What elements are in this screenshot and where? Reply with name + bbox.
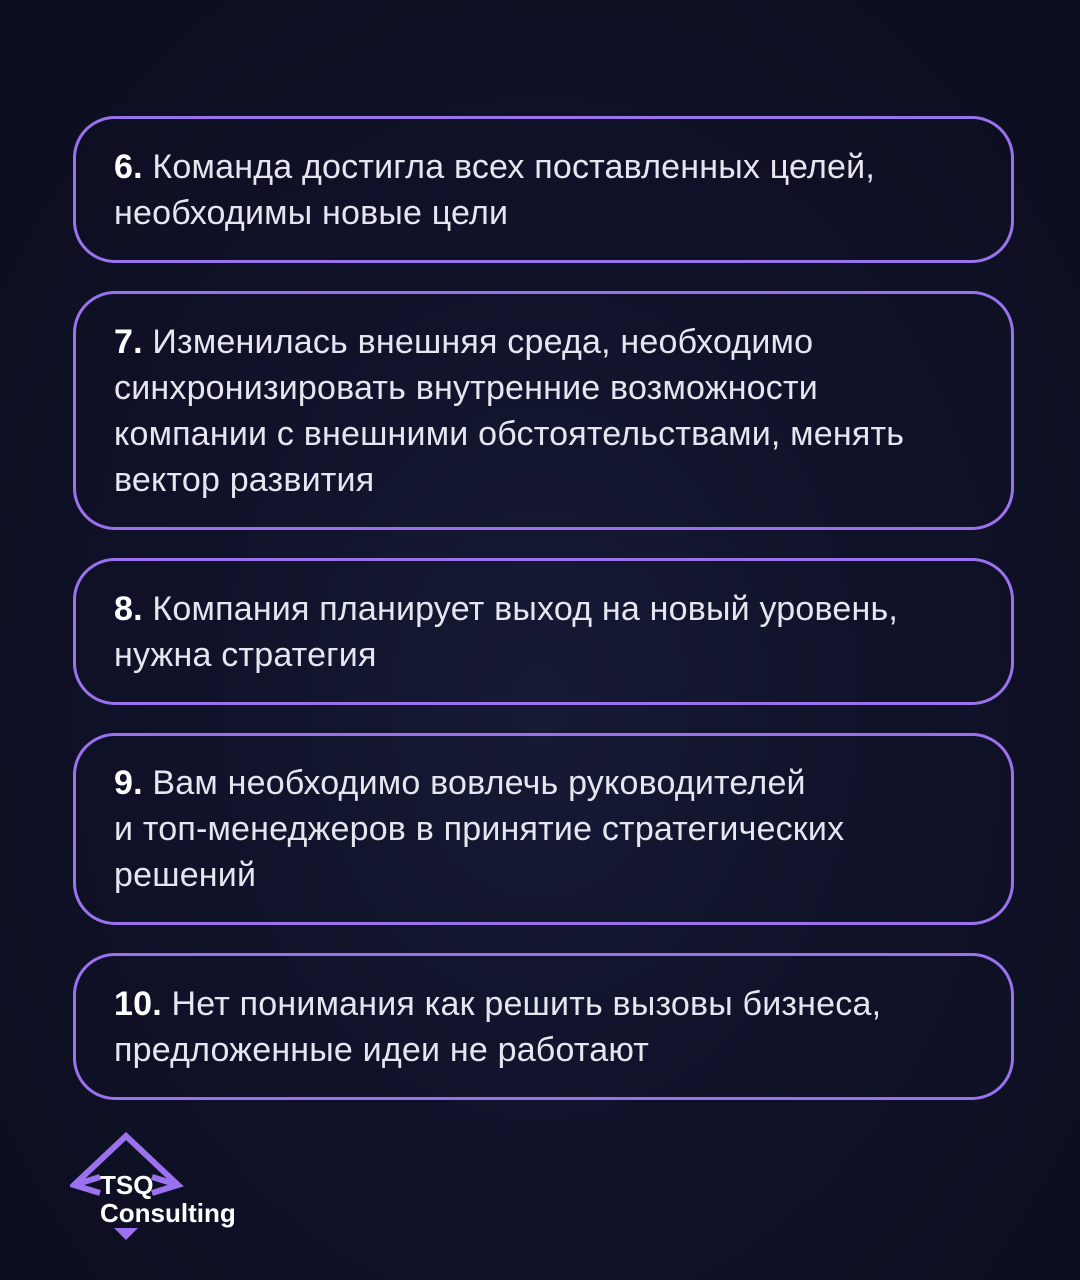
item-text-line: Изменилась внешняя среда, необходимо (152, 322, 814, 361)
item-text-line: компании с внешними обстоятельствами, менять (114, 414, 905, 453)
item-text-line: Команда достигла всех поставленных целей, (152, 147, 875, 186)
logo-text (100, 1171, 236, 1227)
tsq-consulting-logo (70, 1130, 270, 1250)
list-item-9 (73, 733, 1014, 925)
item-number: 9. (114, 764, 143, 802)
item-text-line: синхронизировать внутренние возможности (114, 368, 818, 407)
list-item-text (114, 760, 844, 898)
item-text-line: Нет понимания как решить вызовы бизнеса, (171, 984, 882, 1023)
item-text-line: вектор развития (114, 460, 375, 499)
item-text-line: нужна стратегия (114, 635, 377, 674)
list-item-6 (73, 116, 1014, 263)
list-item-text (114, 586, 898, 678)
item-text-line: и топ-менеджеров в принятие стратегических (114, 810, 845, 848)
item-number: 8. (114, 589, 143, 628)
item-text-line: Вам необходимо вовлечь руководителей (152, 764, 806, 802)
list-item-7 (73, 291, 1014, 530)
item-text-line: предложенные идеи не работают (114, 1030, 650, 1069)
item-text-line: решений (114, 856, 257, 894)
item-text-line: необходимы новые цели (114, 193, 509, 232)
item-number: 10. (114, 984, 162, 1023)
logo-line-tsq: TSQ (100, 1170, 154, 1200)
list-item-text (114, 144, 875, 236)
list-item-10 (73, 953, 1014, 1100)
logo-line-consulting: Consulting (100, 1198, 236, 1228)
list-item-8 (73, 558, 1014, 705)
list-item-text (114, 319, 904, 503)
item-text-line: Компания планирует выход на новый уровень, (152, 589, 899, 628)
item-number: 6. (114, 147, 143, 186)
item-number: 7. (114, 322, 143, 361)
list-item-text (114, 981, 881, 1073)
